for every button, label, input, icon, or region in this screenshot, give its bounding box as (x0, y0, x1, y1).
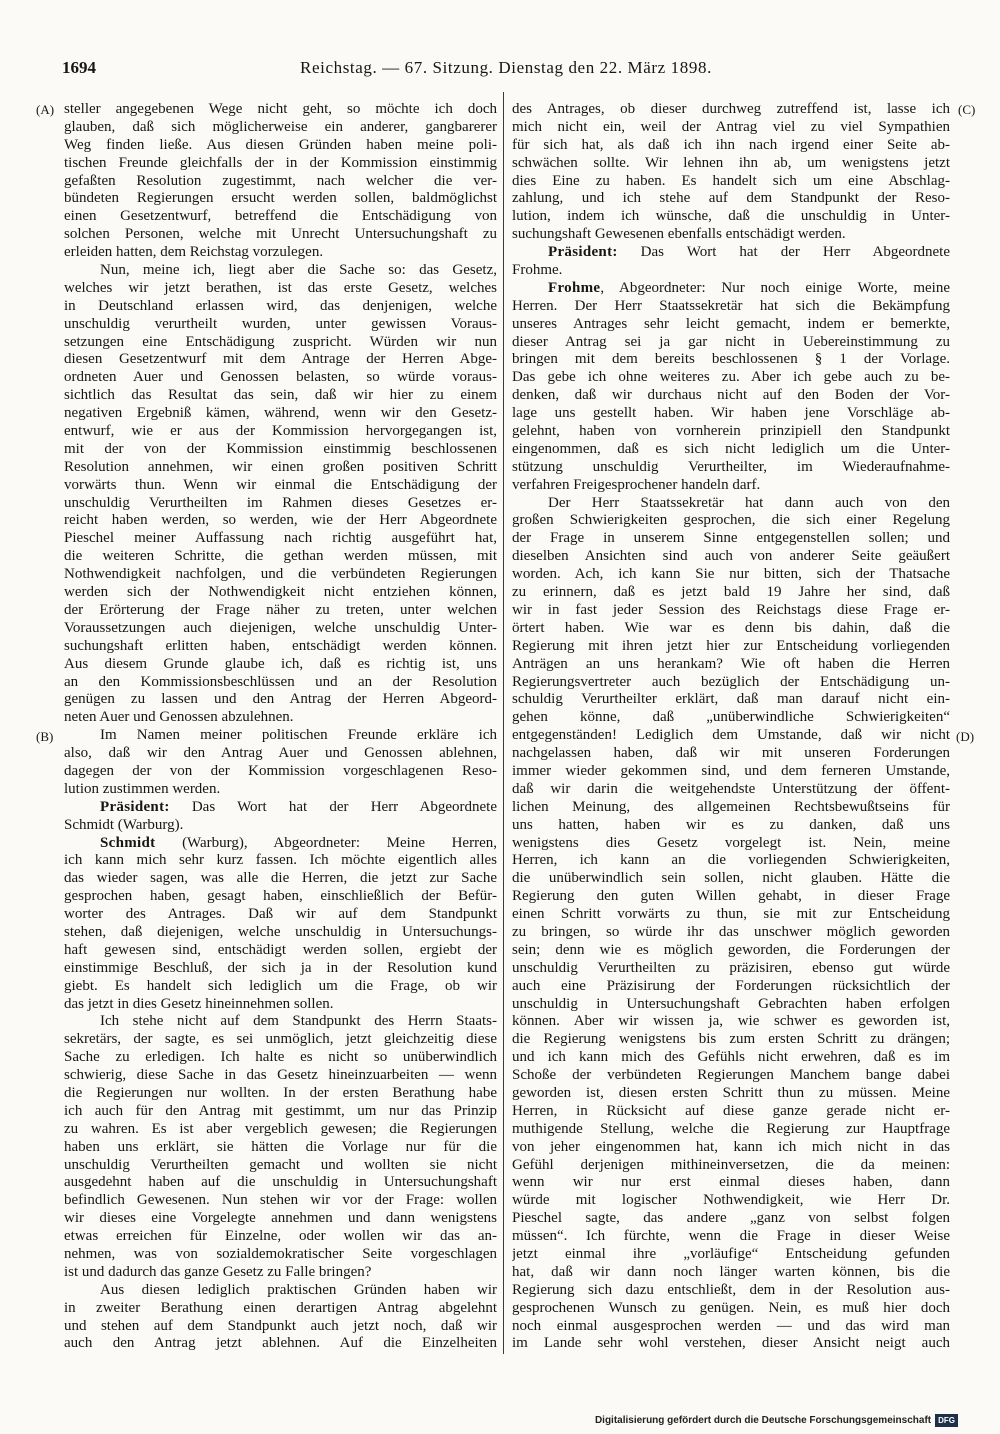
text-line: haft gewesen sind, entschädigt werden sollen, ergiebt der (64, 941, 497, 958)
text-line: Sache zu erledigen. Ich halte es nicht so unüberwindlich (64, 1049, 497, 1066)
speech-text: Das Wort hat der Herr Abgeordnete (169, 798, 497, 815)
text-line: zu erinnern, daß es jetzt bald 19 Jahre her sind, daß (512, 584, 950, 601)
text-line: Schoße der verbündeten Regierungen Manchem bange dabei (512, 1067, 950, 1084)
text-line: lution, indem ich wünsche, daß die unschuldig in Unter- (512, 208, 950, 225)
text-line: reicht haben werden, so werden, wie der Herr Abgeordnete (64, 512, 497, 529)
text-line: im Lande sehr wohl verstehen, dieser Ansicht neigt auch (512, 1335, 950, 1352)
text-line: des Antrages, ob dieser durchweg zutreffend ist, lasse ich (512, 101, 950, 117)
text-line: mich nicht ein, weil der Antrag viel zu viel Sympathien (512, 118, 950, 135)
text-line: haben uns erklärt, sie hätten die Vorlage nur für die (64, 1138, 497, 1155)
running-title: Reichstag. — 67. Sitzung. Dienstag den 22. März 1898. (300, 58, 712, 77)
text-line: Regierung mit ihren jetzt hier zur Entscheidung vorliegenden (512, 637, 950, 654)
text-line: gesprochenen Wunsch zu genügen. Nein, es muß hier doch (512, 1299, 950, 1316)
text-line: ordneten Auer und Genossen belasten, so würde voraus- (64, 369, 497, 386)
text-line: schwächen sollte. Wir lehnen ihn ab, um wenigstens jetzt (512, 154, 950, 171)
text-line: sekretärs, der sagte, es sei unmöglich, jetzt gleichzeitig diese (64, 1031, 497, 1048)
text-line: Anträgen an uns herankam? Wie oft haben die Herren (512, 655, 950, 672)
text-line: sichtlich das Resultat das sein, daß wir hier zu einem (64, 387, 497, 404)
text-line: dieselben Ansichten sind auch von anderer Seite geäußert (512, 548, 950, 565)
paragraph (512, 495, 950, 1354)
text-line: suchungshaft Gewesenen ebenfalls entschädigt werden. (512, 226, 846, 243)
text-line: entwurf, wie er aus der Kommission hervorgegangen ist, (64, 423, 497, 440)
speech-text: (Warburg), Abgeordneter: Meine Herren, (155, 834, 497, 851)
text-line: immer wieder gekommen sind, und dem ferneren Umstande, (512, 762, 950, 779)
page-number: 1694 (62, 58, 96, 77)
text-line: worden. Ach, ich kann Sie nur bitten, sich der Thatsache (512, 566, 950, 583)
text-line: können. Aber wir wissen ja, wie schwer es geworden ist, (512, 1013, 950, 1030)
text-line: steller angegebenen Wege nicht geht, so möchte ich doch (64, 101, 497, 117)
digitization-credit (595, 1414, 958, 1427)
text-line: wir in fast jeder Session des Reichstags diese Frage er- (512, 601, 950, 618)
paragraph (64, 1013, 497, 1281)
text-line: dagegen der von der Kommission vorgeschlagenen Reso- (64, 762, 497, 779)
text-line: müssen“. Ich fürchte, wenn die Frage in dieser Weise (512, 1228, 950, 1245)
text-line: Pieschel meiner Auffassung nach richtig ausgeführt hat, (64, 530, 497, 547)
text-line: großen Schwierigkeiten gesprochen, die sich einer Regelung (512, 512, 950, 529)
text-line: wenigstens dies Gesetz vorgelegt ist. Nein, meine (512, 834, 950, 851)
dfg-logo-icon: DFG (935, 1414, 958, 1427)
text-line (64, 835, 497, 853)
text-line: einen Schritt vorwärts zu thun, sie mit zur Entscheidung (512, 906, 950, 923)
paragraph (64, 799, 497, 835)
text-line: lution zustimmen werden. (64, 780, 221, 797)
text-line: gefaßten Resolution zugestimmt, nach welcher die ver- (64, 172, 497, 189)
text-line: Gefühl derjenigen mithineinversetzen, die da meinen: (512, 1156, 950, 1173)
speech-text: , Abgeordneter: Nur noch einige Worte, meine (600, 279, 950, 296)
text-line: muthigende Stellung, welche die Regierung zur Hauptfrage (512, 1120, 950, 1137)
text-line: glauben, daß sich möglicherweise ein anderer, gangbarerer (64, 118, 497, 135)
text-line: Aus diesen lediglich praktischen Gründen haben wir (100, 1281, 497, 1298)
text-line: bündeten Regierungen ersucht werden sollen, baldmöglichst (64, 190, 497, 207)
text-line: unschuldig in Untersuchungshaft Gebrachten haben erfolgen (512, 995, 950, 1012)
text-line: bringen mit dem bereits beschlossenen § 1 der Vorlage. (512, 351, 950, 368)
speaker-name: Frohme (548, 279, 601, 296)
column-divider (503, 92, 504, 1354)
text-line: würde mit logischer Nothwendigkeit, wie Herr Dr. (512, 1192, 950, 1209)
text-line: einstimmige Beschluß, der sich ja in der Resolution kund (64, 959, 497, 976)
margin-marker-c: (C) (958, 102, 976, 117)
text-line: für sich hat, als daß ich ihn nach irgend einer Seite ab- (512, 136, 950, 153)
text-line (64, 799, 497, 817)
text-line: Ich stehe nicht auf dem Standpunkt des Herrn Staats- (100, 1013, 497, 1030)
text-line: dies Eine zu haben. Es handelt sich um eine Abschlag- (512, 172, 950, 189)
text-line: auch eine Präzisirung der Forderungen rücksichtlich der (512, 977, 950, 994)
paragraph (512, 101, 950, 244)
text-line: befindlich Gewesenen. Nun stehen wir vor der Frage: wollen (64, 1192, 497, 1209)
text-line: Herren, in Rücksicht auf diese ganze gerade nicht er- (512, 1102, 950, 1119)
paragraph (64, 101, 497, 262)
text-line: werden sich der Nothwendigkeit nicht entziehen können, (64, 584, 497, 601)
paragraph (64, 262, 497, 727)
text-line: die weiteren Schritte, die gethan werden müssen, mit (64, 548, 497, 565)
text-line: dieser Antrag sei ja gar nicht in Uebereinstimmung zu (512, 333, 950, 350)
text-line: eingenommen, daß es sich nicht lediglich um die Unter- (512, 440, 950, 457)
text-line: unschuldig Verurtheilten gemacht und wollten sie nicht (64, 1156, 497, 1173)
text-line: ist und dadurch das ganze Gesetz zu Falle bringen? (64, 1263, 372, 1280)
text-line: Frohme. (512, 262, 563, 279)
margin-marker-d: (D) (956, 729, 975, 744)
text-line: die Regierung wenigstens bis zum ersten Schritt zu drängen; (512, 1031, 950, 1048)
right-column (512, 101, 950, 1353)
text-line: lichen Meinung, des allgemeinen Rechtsbewußtseins für (512, 798, 950, 815)
text-line: unseres Antrages sehr leicht gemacht, indem er bemerkte, (512, 315, 950, 332)
text-line: in zweiter Berathung einen derartigen Antrag abgelehnt (64, 1299, 497, 1316)
text-line: unschuldig Verurtheilten im Rahmen dieses Gesetzes er- (64, 494, 497, 511)
text-line: sein; denn wie es möglich geworden, die Forderungen der (512, 941, 950, 958)
text-line: der Frage in unserem Sinne entgegenstellen sollen; und (512, 530, 950, 547)
paragraph (64, 727, 497, 799)
text-line: auch den Antrag jetzt ablehnen. Auf die Einzelheiten (64, 1335, 497, 1352)
text-line: Schmidt (Warburg). (64, 816, 184, 833)
text-line: schwierig, diese Sache in das Gesetz hineinzuarbeiten — wenn (64, 1067, 497, 1084)
text-line: worter des Antrages. Daß wir auf dem Standpunkt (64, 906, 497, 923)
text-line: vorwärts thun. Wenn wir einmal die Entschädigung der (64, 476, 497, 493)
text-line: Voraussetzungen auch diejenigen, welche unschuldig Unter- (64, 619, 497, 636)
text-line: ich auch für den Antrag mit gestimmt, um nur das Prinzip (64, 1102, 497, 1119)
text-line: das jetzt in dies Gesetz hineinnehmen sollen. (64, 995, 334, 1012)
text-line: schuldig Verurtheilter erklärt, daß man darauf nicht ein- (512, 691, 950, 708)
text-line: hat, daß wir dann noch länger warten können, bis die (512, 1263, 950, 1280)
text-line: Regierung sich dazu entschließt, dem in der Resolution aus- (512, 1281, 950, 1298)
speaker-name: Schmidt (100, 834, 156, 851)
text-line: Der Herr Staatssekretär hat dann auch von den (548, 494, 950, 511)
text-line: das wieder sagen, was alle die Herren, die jetzt zur Sache (64, 870, 497, 887)
text-line: diesen Gesetzentwurf mit dem Antrage der Herren Abge- (64, 351, 497, 368)
paragraph (512, 280, 950, 495)
text-line: Regierung den guten Willen gehabt, in dieser Frage (512, 888, 950, 905)
text-line: Nun, meine ich, liegt aber die Sache so: das Gesetz, (100, 262, 497, 279)
text-line: an den Kommissionsbeschlüssen und an der Resolution (64, 673, 497, 690)
text-line: wenn wir nur erst einmal dieses haben, dann (512, 1174, 950, 1191)
text-line (512, 280, 950, 298)
text-line: lage uns gestellt haben. Wir haben jene Vorschläge ab- (512, 405, 950, 422)
text-line: der Erörterung der Frage näher zu treten, unter welchen (64, 601, 497, 618)
text-line: Weg finden ließe. Aus diesen Gründen haben meine poli- (64, 136, 497, 153)
text-line: von jeher eingenommen hat, kann ich mich nicht in das (512, 1138, 950, 1155)
text-line: Regierungsvertreter auch bezüglich der Entschädigung un- (512, 673, 950, 690)
text-line: denken, daß wir durchaus nicht auf den Boden der Vor- (512, 387, 950, 404)
text-line: zahlung, und ich stehe auf dem Standpunkt der Reso- (512, 190, 950, 207)
text-line (512, 244, 950, 262)
text-line: Nothwendigkeit nachfolgen, und die verbündeten Regierungen (64, 566, 497, 583)
margin-marker-a: (A) (36, 102, 55, 117)
text-line: welches wir jetzt berathen, ist das erste Gesetz, welches (64, 279, 497, 296)
text-line: örtert haben. Wie war es denn bis dahin, daß die (512, 619, 950, 636)
text-line: setzungen eine Entschädigung zuspricht. Würden wir nun (64, 333, 497, 350)
text-line: ausgedehnt haben auf die unschuldig in Untersuchungshaft (64, 1174, 497, 1191)
text-line: etwas erreichen für Einzelne, oder wollen wir das an- (64, 1228, 497, 1245)
text-line: mit der von der Kommission einstimmig beschlossenen (64, 440, 497, 457)
text-line: negativen Ergebniß kämen, während, wenn wir den Gesetz- (64, 405, 497, 422)
text-line: in Deutschland erlassen wird, das denjenigen, welche (64, 297, 497, 314)
text-line: zu wahren. Es ist aber vergeblich gewesen; die Regierungen (64, 1120, 497, 1137)
text-line: also, daß wir den Antrag Auer und Genossen ablehnen, (64, 745, 497, 762)
text-line: Herren, ich kann an die vorliegenden Schwierigkeiten, (512, 852, 950, 869)
text-line: uns hatten, haben wir es zu danken, daß uns (512, 816, 950, 833)
text-line: stützung unschuldig Verurtheilter, im Wiederaufnahme- (512, 458, 950, 475)
text-line: wir dieses eine Vorgelegte annehmen und dann wenigstens (64, 1210, 497, 1227)
text-line: die unüberwindlich sein sollen, nicht glauben. Hätte die (512, 870, 950, 887)
paragraph (64, 835, 497, 1014)
text-line: Pieschel sagte, das andere „ganz von selbst folgen (512, 1210, 950, 1227)
credit-text: Digitalisierung gefördert durch die Deutsche Forschungsgemeinschaft (594, 1415, 932, 1426)
text-line: genügen zu lassen und den Antrag der Herren Abgeord- (64, 691, 497, 708)
speaker-name: Präsident: (548, 244, 618, 261)
text-line: nehmen, was von sozialdemokratischer Seite vorgeschlagen (64, 1246, 497, 1262)
margin-marker-b: (B) (36, 729, 54, 744)
text-line: gesprochen haben, gesagt haben, einschließlich der Befür- (64, 888, 497, 905)
text-line: zu bringen, so würde ihr das unschwer möglich geworden (512, 923, 950, 940)
text-line: entgegenständen! Lediglich dem Umstande, daß wir nicht (512, 727, 950, 744)
text-line: einen Gesetzentwurf, betreffend die Entschädigung von (64, 208, 497, 225)
speaker-name: Präsident: (100, 798, 170, 815)
text-line: giebt. Es handelt sich lediglich um die Frage, ob wir (64, 977, 497, 994)
text-line: verfahren Freigesprochener handeln darf. (512, 476, 761, 493)
text-line: suchungshaft erlitten haben, entschädigt werden können. (64, 637, 497, 654)
text-line: ich kann mich sehr kurz fassen. Ich möchte eigentlich alles (64, 852, 497, 869)
paragraph (64, 1282, 497, 1354)
speech-text: Das Wort hat der Herr Abgeordnete (617, 244, 950, 261)
text-line: gelehnt, haben von vornherein prinzipiell den Standpunkt (512, 423, 950, 440)
text-line: gehen könne, daß „unüberwindliche Schwierigkeiten“ (512, 709, 950, 726)
text-line: unschuldig verurtheilt wurden, unter gewissen Voraus- (64, 315, 497, 332)
text-line: stehen, daß diejenigen, welche unschuldig in Untersuchungs- (64, 923, 497, 940)
text-line: erleiden hatten, dem Reichstag vorzulegen. (64, 244, 324, 261)
text-line: Aus diesem Grunde glaube ich, daß es richtig ist, uns (64, 655, 497, 672)
text-line: Herren. Der Herr Staatssekretär hat sich die Bekämpfung (512, 297, 950, 314)
text-line: nachgelassen haben, daß wir mit unseren Forderungen (512, 745, 950, 762)
text-line: noch einmal ausgesprochen werden — und das wird man (512, 1317, 950, 1334)
text-line: solchen Personen, welche mit Unrecht Untersuchungshaft zu (64, 226, 497, 243)
paragraph (512, 244, 950, 280)
text-line: geworden ist, diesen ersten Schritt thun zu müssen. Meine (512, 1084, 950, 1101)
text-line: jetzt einmal ihre „vorläufige“ Entscheidung gefunden (512, 1246, 950, 1262)
text-line: neten Auer und Genossen abzulehnen. (64, 709, 294, 726)
text-line: Das gebe ich ohne weiteres zu. Aber ich gebe auch zu be- (512, 369, 950, 386)
text-line: und ich kann mich des Gefühls nicht erwehren, daß es im (512, 1049, 950, 1066)
text-line: tischen Freunde gleichfalls der in der Kommission einstimmig (64, 154, 497, 171)
text-line: daß wir darin die weitgehendste Unterstützung der öffent- (512, 780, 950, 797)
text-line: Resolution annehmen, wir einen großen positiven Schritt (64, 458, 497, 475)
left-column (64, 101, 497, 1353)
text-line: und stehen auf dem Standpunkt auch jetzt noch, daß wir (64, 1317, 497, 1334)
text-line: die Regierungen nur wollten. In der ersten Berathung habe (64, 1084, 497, 1101)
text-line: unschuldig Verurtheilten zu präzisiren, ebenso gut würde (512, 959, 950, 976)
text-line: Im Namen meiner politischen Freunde erkläre ich (100, 727, 497, 744)
